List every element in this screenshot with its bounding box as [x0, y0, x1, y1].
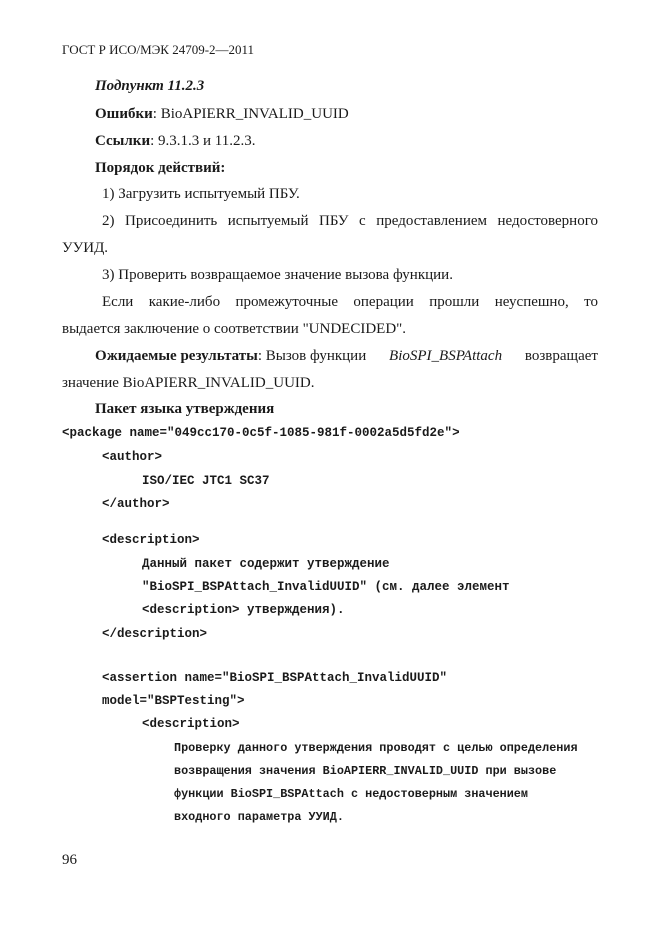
procedure-step-1: 1) Загрузить испытуемый ПБУ. — [102, 186, 300, 202]
errors-line — [95, 106, 349, 123]
word: 2) — [102, 213, 115, 229]
code-line: <description> — [142, 717, 240, 731]
running-header: ГОСТ Р ИСО/МЭК 24709-2—2011 — [62, 42, 255, 57]
procedure-step-2 — [102, 213, 598, 230]
word: какие-либо — [148, 294, 221, 310]
code-line: Данный пакет содержит утверждение — [142, 557, 390, 571]
procedure-note-tail: выдается заключение о соответствии "UNDECIDED". — [62, 321, 407, 337]
word: операции — [353, 294, 414, 310]
expected-text-1: : Вызов функции — [257, 348, 367, 364]
refs-sep: : — [150, 133, 159, 149]
word: недостоверного — [497, 213, 598, 229]
word: ПБУ — [319, 213, 349, 229]
code-line: "BioSPI_BSPAttach_InvalidUUID" (см. далее элемент — [142, 580, 510, 594]
word: неуспешно, — [494, 294, 569, 310]
word: испытуемый — [227, 213, 309, 229]
refs-value: 9.3.1.3 и 11.2.3. — [158, 133, 256, 149]
errors-label: Ошибки — [95, 106, 153, 122]
procedure-step-3: 3) Проверить возвращаемое значение вызова функции. — [102, 267, 453, 283]
code-line: входного параметра УУИД. — [174, 810, 344, 824]
expected-text-2: возвращает — [524, 348, 598, 364]
assertion-package-heading: Пакет языка утверждения — [95, 401, 275, 417]
refs-label: Ссылки — [95, 133, 151, 149]
subclause-title: Подпункт 11.2.3 — [95, 78, 205, 94]
word: промежуточные — [235, 294, 339, 310]
code-line: </description> — [102, 627, 208, 641]
code-line: <author> — [102, 450, 163, 464]
code-line: </author> — [102, 497, 170, 511]
code-line: <assertion name="BioSPI_BSPAttach_InvalidUUID" — [102, 671, 448, 685]
code-line: <package name="049cc170-0c5f-1085-981f-0002a5d5fd2e"> — [62, 426, 460, 440]
code-line: функции BioSPI_BSPAttach с недостоверным значением — [174, 787, 528, 801]
refs-line — [95, 133, 256, 150]
code-line: <description> — [102, 533, 200, 547]
word: то — [584, 294, 598, 310]
expected-function-name: BioSPI_BSPAttach — [389, 348, 503, 364]
procedure-note — [102, 294, 598, 311]
page-number: 96 — [62, 852, 77, 868]
errors-value: BioAPIERR_INVALID_UUID — [160, 106, 349, 122]
code-line: <description> утверждения). — [142, 603, 345, 617]
code-line: model="BSPTesting"> — [102, 694, 245, 708]
word: прошли — [429, 294, 480, 310]
word: с — [359, 213, 366, 229]
word: Присоединить — [125, 213, 218, 229]
code-line: Проверку данного утверждения проводят с целью определения — [174, 741, 578, 755]
procedure-step-2-tail: УУИД. — [62, 240, 109, 256]
expected-label: Ожидаемые результаты — [95, 348, 258, 364]
errors-sep: : — [152, 106, 161, 122]
expected-results-line — [95, 348, 598, 365]
procedure-heading: Порядок действий: — [95, 160, 226, 176]
expected-results-tail: значение BioAPIERR_INVALID_UUID. — [62, 375, 315, 391]
code-line: возвращения значения BioAPIERR_INVALID_UUID при вызове — [174, 764, 557, 778]
word: Если — [102, 294, 134, 310]
word: предоставлением — [376, 213, 487, 229]
code-line: ISO/IEC JTC1 SC37 — [142, 474, 270, 488]
